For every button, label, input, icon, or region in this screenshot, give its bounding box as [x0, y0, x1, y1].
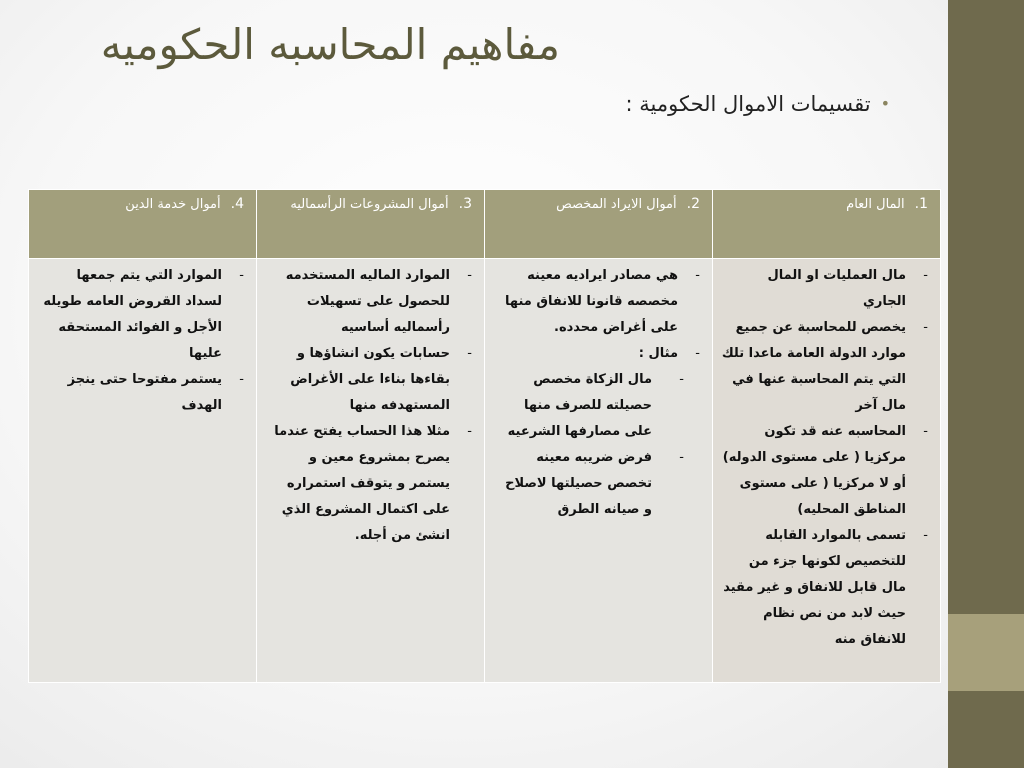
- slide-title: مفاهيم المحاسبه الحكوميه: [100, 20, 560, 69]
- list-item: - يخصص للمحاسبة عن جميع موارد الدولة العامة ماعدا تلك التي يتم المحاسبة عنها في مال آخر: [721, 315, 930, 419]
- list-item: - حسابات يكون انشاؤها و بقاءها بناءا على الأغراض المستهدفه منها: [265, 341, 474, 419]
- header-capital-projects-fund: 3.أموال المشروعات الرأسماليه: [257, 190, 485, 259]
- side-decor-accent: [948, 614, 1024, 691]
- cell-debt-service-fund: [29, 259, 257, 683]
- funds-table: [28, 189, 941, 683]
- slide-bullet: [560, 92, 890, 116]
- header-debt-service-fund: 4.أموال خدمة الدين: [29, 190, 257, 259]
- cell-general-fund: [713, 259, 941, 683]
- cell-special-revenue-fund: [485, 259, 713, 683]
- list-item: [493, 341, 702, 523]
- list-item: - مال العمليات او المال الجاري: [721, 263, 930, 315]
- list-item: - المحاسبه عنه قد تكون مركزيا ( على مستوى الدوله) أو لا مركزيا ( على مستوى المناطق المحليه): [721, 419, 930, 523]
- list-item: - الموارد التي يتم جمعها لسداد القروض العامه طويله الأجل و الفوائد المستحقه عليها: [37, 263, 246, 367]
- list-item: - مثلا هذا الحساب يفتح عندما يصرح بمشروع معين و يستمر و يتوقف استمراره على اكتمال المشروع الذي انشئ من أجله.: [265, 419, 474, 549]
- table-row: [29, 259, 941, 683]
- bullet-dot-icon: •: [880, 94, 890, 113]
- header-special-revenue-fund: 2.أموال الايراد المخصص: [485, 190, 713, 259]
- list-item: - الموارد الماليه المستخدمه للحصول على تسهيلات رأسماليه أساسيه: [265, 263, 474, 341]
- table-header-row: [29, 190, 941, 259]
- cell-capital-projects-fund: [257, 259, 485, 683]
- list-item: - هي مصادر ايراديه معينه مخصصه قانونا للانفاق منها على أغراض محدده.: [493, 263, 702, 341]
- list-item: - يستمر مفتوحا حتى ينجز الهدف: [37, 367, 246, 419]
- header-general-fund: 1.المال العام: [713, 190, 941, 259]
- slide-bullet-text: تقسيمات الاموال الحكومية :: [625, 92, 871, 116]
- example-label: مثال :: [638, 346, 678, 361]
- list-item: - فرض ضريبه معينه تخصص حصيلتها لاصلاح و صيانه الطرق: [493, 445, 678, 523]
- list-item: - مال الزكاة مخصص حصيلته للصرف منها على مصارفها الشرعيه: [493, 367, 678, 445]
- list-item: - تسمى بالموارد القابله للتخصيص لكونها جزء من مال قابل للانفاق و غير مقيد حيث لابد من نص نظام للانفاق منه: [721, 523, 930, 653]
